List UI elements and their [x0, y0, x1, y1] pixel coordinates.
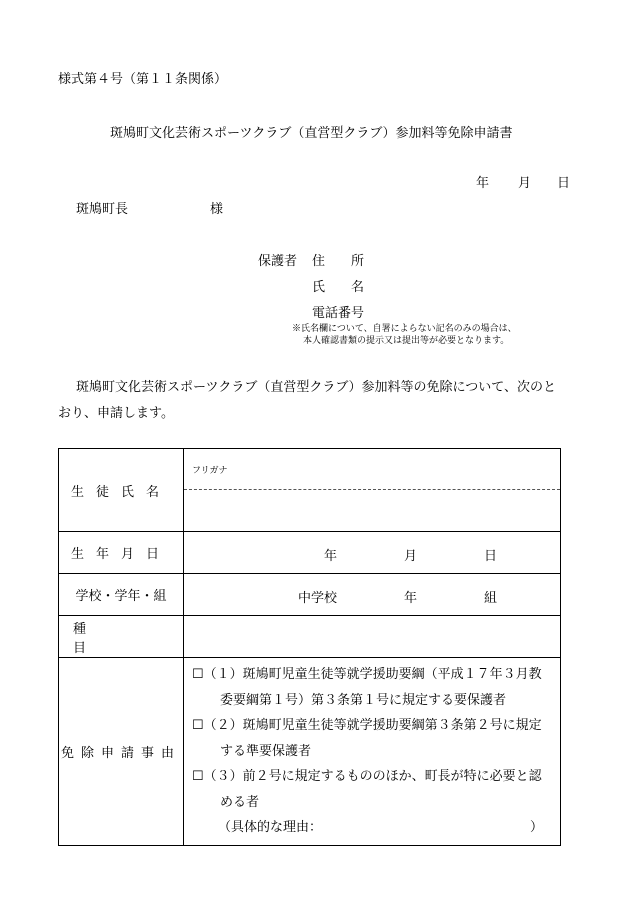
category-label: 種目 [73, 621, 155, 656]
birthdate-year-unit: 年 [324, 549, 338, 564]
birthdate-input-cell[interactable] [184, 532, 561, 574]
body-text-line1: 斑鳩町文化芸術スポーツクラブ（直営型クラブ）参加料等の免除について、次のと [76, 380, 556, 395]
name-label: 氏 名 [312, 280, 365, 295]
reason-label-cell [59, 658, 184, 846]
reason-option-2-cont: する準要保護者 [220, 743, 312, 759]
reason-option-3-cont: める者 [220, 794, 260, 810]
category-label-cell [59, 616, 184, 658]
birthdate-label: 生年月日 [70, 547, 171, 562]
grade-unit: 年 [404, 591, 418, 606]
body-text-line2: おり、申請します。 [58, 406, 174, 421]
specific-reason-close: ） [530, 820, 544, 835]
birthdate-label-cell [59, 532, 184, 574]
date-day-label: 日 [557, 176, 571, 191]
student-name-label: 生徒氏名 [70, 484, 171, 500]
reason-label: 免除申請事由 [60, 745, 181, 761]
date-month-label: 月 [518, 176, 532, 191]
application-table [58, 448, 561, 846]
signature-note-line1: ※氏名欄について、自署によらない記名のみの場合は、 [292, 324, 517, 334]
address-label: 住 所 [312, 254, 365, 269]
birthdate-month-unit: 月 [404, 549, 418, 564]
school-unit: 中学校 [298, 591, 338, 606]
date-year-label: 年 [476, 176, 490, 191]
applicant-role: 保護者 [258, 254, 298, 269]
phone-label: 電話番号 [312, 306, 365, 321]
student-name-label-cell [59, 449, 184, 532]
reason-option-3[interactable]: ☐（３）前２号に規定するもののほか、町長が特に必要と認 [192, 769, 542, 784]
specific-reason-open: （具体的な理由： [218, 820, 323, 835]
furigana-field[interactable] [184, 449, 560, 490]
birthdate-row [59, 532, 561, 574]
document-title: 斑鳩町文化芸術スポーツクラブ（直営型クラブ）参加料等免除申請書 [110, 126, 513, 141]
specific-reason-field[interactable] [192, 815, 554, 841]
reason-options-cell [184, 658, 561, 846]
student-name-row [59, 449, 561, 532]
reason-row [59, 658, 561, 846]
student-name-input-cell[interactable] [184, 449, 561, 532]
school-label: 学校・学年・組 [75, 589, 167, 604]
addressee-honorific: 様 [210, 202, 224, 217]
school-label-cell [59, 574, 184, 616]
student-name-field[interactable] [184, 490, 560, 531]
signature-note-line2: 本人確認書類の提示又は提出等が必要となります。 [303, 336, 510, 346]
furigana-label: フリガナ [192, 466, 228, 476]
form-number: 様式第４号（第１１条関係） [58, 72, 228, 87]
reason-option-2[interactable]: ☐（２）斑鳩町児童生徒等就学援助要綱第３条第２号に規定 [192, 718, 542, 733]
category-row [59, 616, 561, 658]
birthdate-day-unit: 日 [484, 549, 498, 564]
school-input-cell[interactable] [184, 574, 561, 616]
reason-option-1-cont: 委要綱第１号）第３条第１号に規定する要保護者 [220, 692, 507, 708]
school-row [59, 574, 561, 616]
reason-option-1[interactable]: ☐（１）斑鳩町児童生徒等就学援助要綱（平成１７年３月教 [192, 667, 542, 682]
addressee-name: 斑鳩町長 [76, 202, 129, 217]
class-unit: 組 [484, 591, 498, 606]
category-input-cell[interactable] [184, 616, 561, 658]
